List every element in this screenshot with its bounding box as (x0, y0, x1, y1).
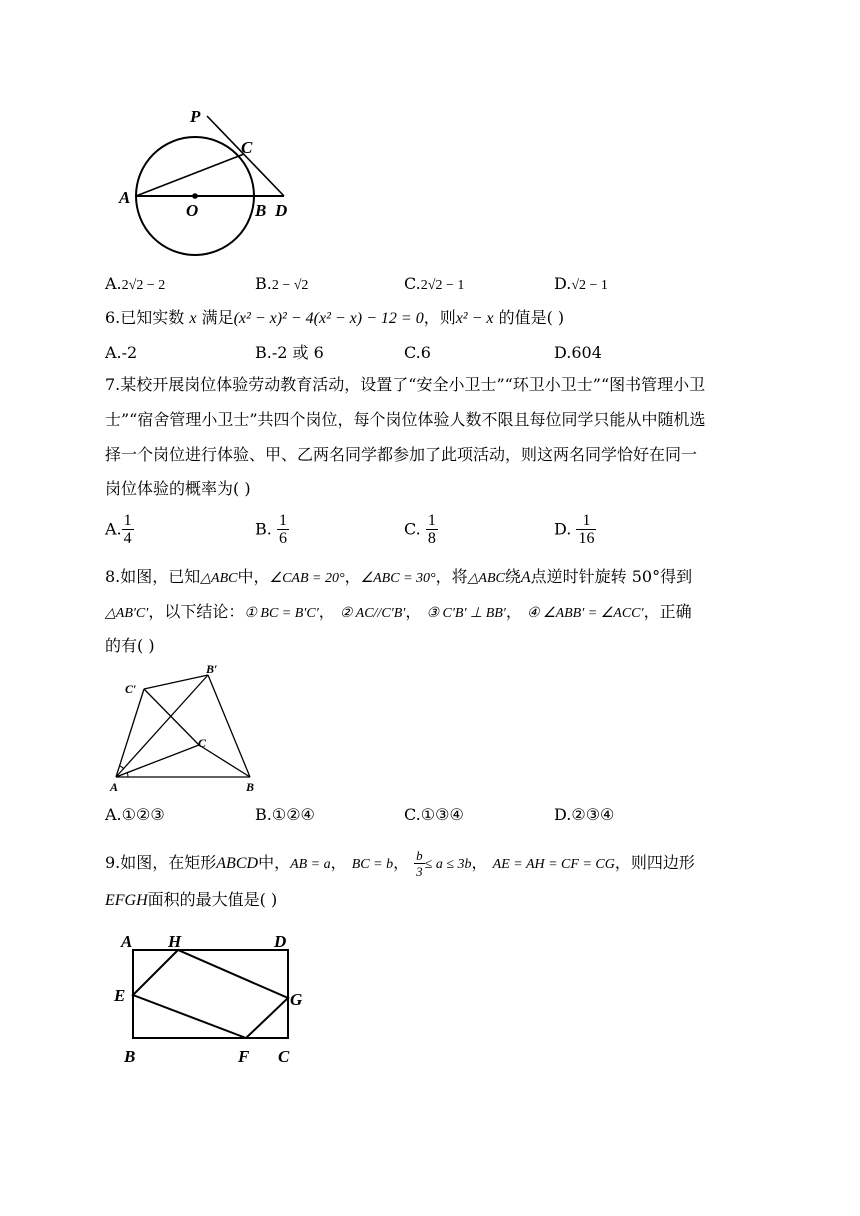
question-7-line-4: 岗位体验的概率为( ) (105, 479, 251, 498)
point-label-d: D (274, 932, 287, 951)
q5-option-b[interactable]: B.2 − √2 (255, 274, 309, 293)
point-label-b: B (124, 1047, 136, 1066)
point-label-a: A (110, 780, 119, 794)
point-label-o: O (186, 201, 199, 220)
point-label-h: H (168, 932, 182, 951)
q7-option-d[interactable]: D. $\frac{1}{16}$ (554, 512, 595, 547)
q6-option-a[interactable]: A.-2 (105, 343, 138, 362)
q6-option-c[interactable]: C.6 (404, 343, 431, 362)
q5-option-c[interactable]: C.2√2 − 1 (404, 274, 465, 293)
q7-option-c[interactable]: C. $\frac{1}{8}$ (404, 512, 436, 547)
rectangle-efgh-figure (108, 926, 318, 1071)
point-label-b: B (246, 780, 255, 794)
point-label-p: P (190, 107, 201, 126)
question-7-line-3: 择一个岗位进行体验、甲、乙两名同学都参加了此项活动，则这两名同学恰好在同一 (105, 445, 698, 464)
point-label-f: F (238, 1047, 250, 1066)
point-label-e: E (114, 986, 126, 1005)
point-label-c: C (198, 736, 207, 750)
point-label-a: A (121, 932, 133, 951)
q7-option-a[interactable]: A. $\frac{1}{4}$ (105, 512, 132, 547)
q5-option-d[interactable]: D.√2 − 1 (554, 274, 608, 293)
point-label-c-prime: C′ (125, 682, 137, 696)
q6-option-b[interactable]: B.-2 或 6 (255, 343, 324, 362)
q8-option-d[interactable]: D.②③④ (554, 805, 615, 824)
circle-tangent-figure (112, 104, 312, 264)
q8-option-b[interactable]: B.①②④ (255, 805, 315, 824)
point-label-c: C (241, 138, 253, 157)
question-9-line-1: 9.如图，在矩形ABCD中，AB = a， BC = b， $\frac{b}{3}$ ≤ a ≤ 3b， AE = AH = CF = CG，则四边形 (105, 848, 695, 879)
question-8-line-1: 8.如图，已知△ABC中，∠CAB = 20°，∠ABC = 30°，将△ABC绕A点逆时针旋转 50°得到 (105, 567, 693, 586)
point-label-a: A (119, 188, 131, 207)
question-8-line-2: △AB′C′，以下结论：① BC = B′C′， ② AC//C′B′， ③ C′B′ ⊥ BB′， ④ ∠ABB′ = ∠ACC′，正确 (105, 602, 692, 621)
point-label-d: D (275, 201, 288, 220)
point-label-b-prime: B′ (206, 663, 218, 676)
q6-option-d[interactable]: D.604 (554, 343, 602, 362)
question-7-line-2: 士”“宿舍管理小卫士”共四个岗位，每个岗位体验人数不限且每位同学只能从中随机选 (105, 410, 706, 429)
rotation-triangles-figure (104, 663, 274, 803)
q8-option-c[interactable]: C.①③④ (404, 805, 464, 824)
q7-option-b[interactable]: B. $\frac{1}{6}$ (255, 512, 287, 547)
question-7-line-1: 7.某校开展岗位体验劳动教育活动，设置了“安全小卫士”“环卫小卫士”“图书管理小卫 (105, 375, 706, 394)
question-6-stem: 6.已知实数 x 满足(x² − x)² − 4(x² − x) − 12 = 0，则x² − x 的值是( ) (105, 308, 565, 327)
point-label-c: C (278, 1047, 290, 1066)
point-label-g: G (290, 990, 303, 1009)
question-9-line-2: EFGH面积的最大值是( ) (105, 890, 278, 909)
q8-option-a[interactable]: A.①②③ (105, 805, 165, 824)
point-label-b: B (255, 201, 267, 220)
question-8-line-3: 的有( ) (105, 636, 155, 655)
q5-option-a[interactable]: A.2√2 − 2 (105, 274, 166, 293)
